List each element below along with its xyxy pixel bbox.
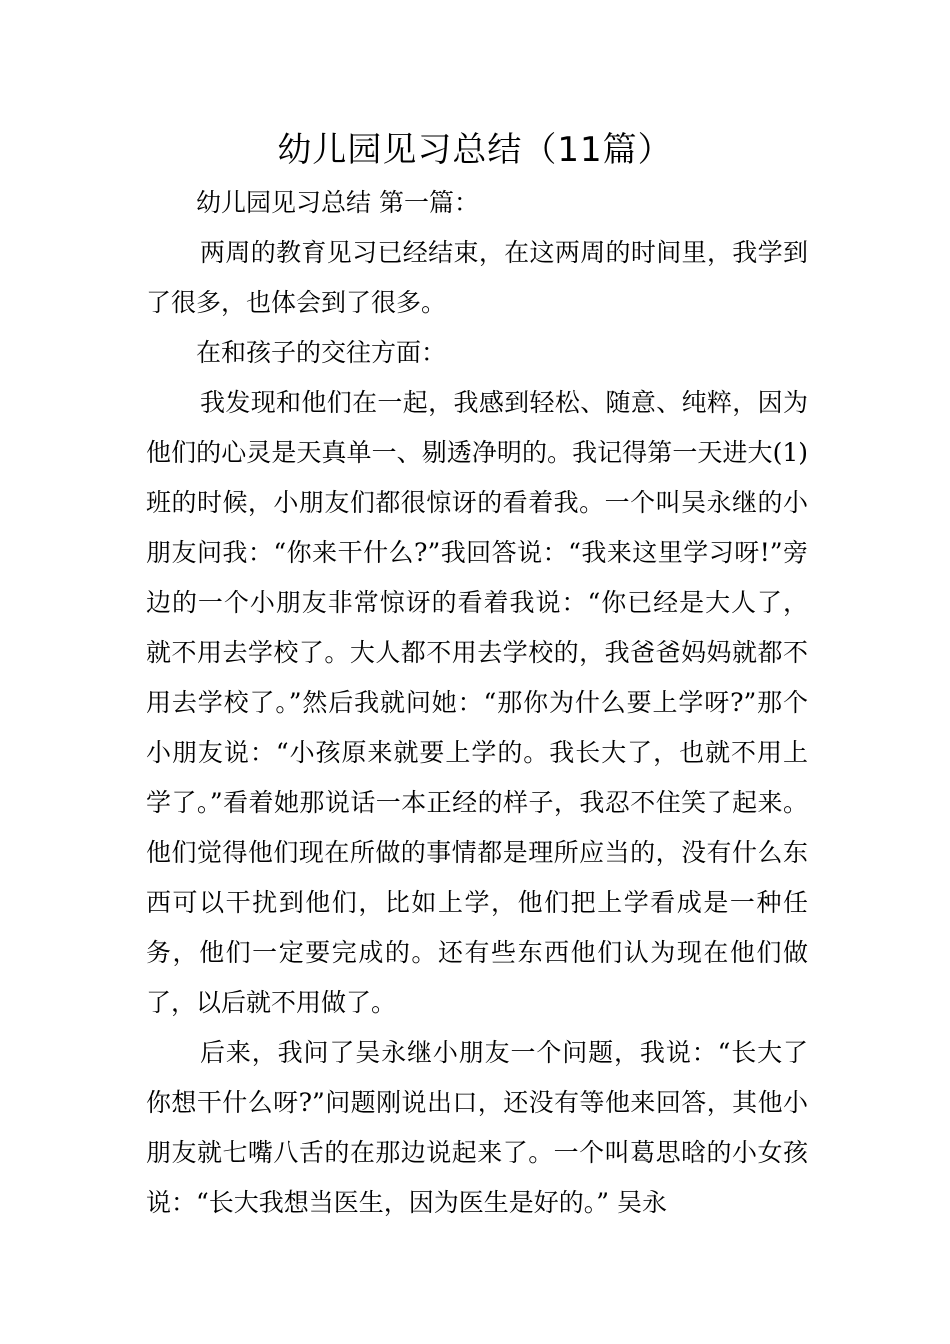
document-title: 幼儿园见习总结（11篇） [277,130,673,170]
paragraph: 后来，我问了吴永继小朋友一个问题，我说：“长大了你想干什么呀?”问题刚说出口，还没有等他来回答，其他小朋友就七嘴八舌的在那边说起来了。一个叫葛思晗的小女孩说：“长大我想当医生，因为医生是好的。” 吴永 [146,1038,808,1217]
paragraph-subheading: 在和孩子的交往方面： [196,338,447,367]
document-body [146,178,808,1228]
paragraph: 两周的教育见习已经结束，在这两周的时间里，我学到了很多，也体会到了很多。 [146,238,808,317]
section-heading: 幼儿园见习总结 第一篇： [196,188,479,217]
paragraph: 我发现和他们在一起，我感到轻松、随意、纯粹，因为他们的心灵是天真单一、剔透净明的。我记得第一天进大(1)班的时候，小朋友们都很惊讶的看着我。一个叫吴永继的小朋友问我：“你来干什么?”我回答说：“我来这里学习呀!”旁边的一个小朋友非常惊讶的看着我说：“你已经是大人了，就不用去学校了。大人都不用去学校的，我爸爸妈妈就都不用去学校了。”然后我就问她：“那你为什么要上学呀?”那个小朋友说：“小孩原来就要上学的。我长大了，也就不用上学了。”看着她那说话一本正经的样子，我忍不住笑了起来。他们觉得他们现在所做的事情都是理所应当的，没有什么东西可以干扰到他们，比如上学，他们把上学看成是一种任务，他们一定要完成的。还有些东西他们认为现在他们做了，以后就不用做了。 [146,388,808,1017]
